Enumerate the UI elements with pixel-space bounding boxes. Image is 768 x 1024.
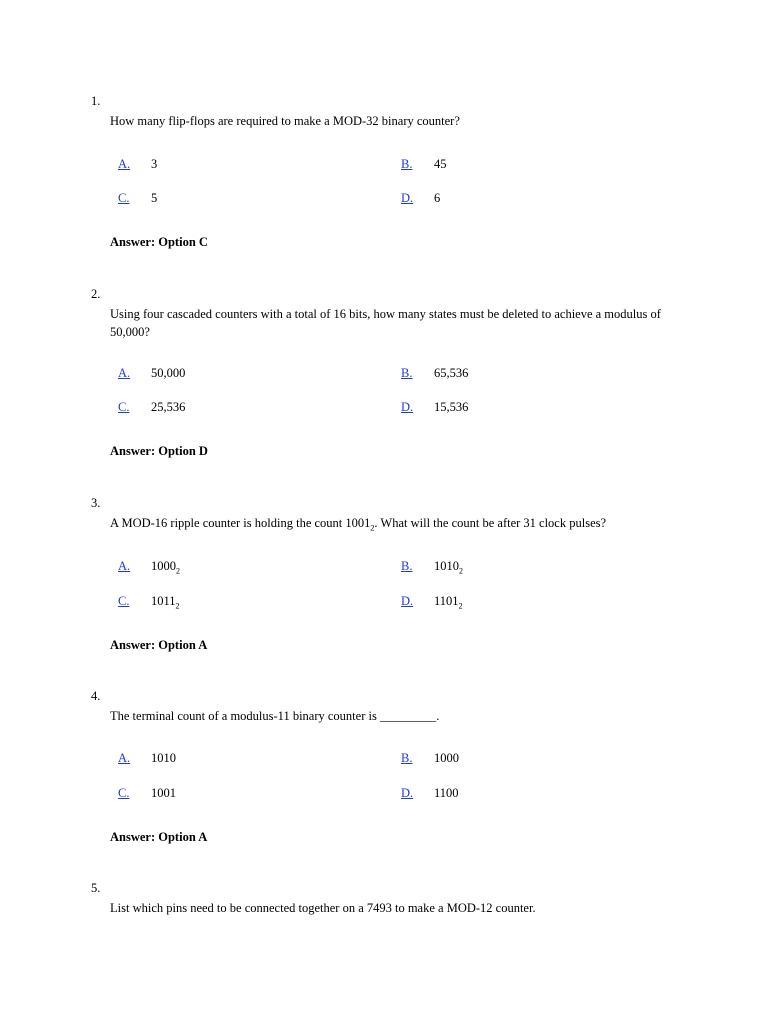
answer-label: Answer: Option A: [110, 638, 208, 652]
option-a-link[interactable]: A.: [118, 751, 131, 765]
option-b-value: 1000: [434, 751, 459, 765]
answer-label: Answer: Option D: [110, 444, 208, 458]
subscript: 2: [370, 523, 375, 533]
option-c-link[interactable]: C.: [118, 594, 130, 608]
option-value-text: 1011: [151, 594, 176, 608]
option-d-link[interactable]: D.: [401, 594, 414, 608]
option-b-link[interactable]: B.: [401, 366, 413, 380]
question-number: 1.: [91, 94, 101, 108]
option-d-link[interactable]: D.: [401, 786, 414, 800]
option-b-value: 65,536: [434, 366, 469, 380]
subscript: 2: [175, 601, 180, 611]
question-number: 5.: [91, 881, 101, 895]
option-a-link[interactable]: A.: [118, 157, 131, 171]
question-number: 4.: [91, 689, 101, 703]
answer-label: Answer: Option C: [110, 235, 208, 249]
option-b-value: 45: [434, 157, 447, 171]
subscript: 2: [459, 566, 463, 576]
answer-label: Answer: Option A: [110, 830, 208, 844]
option-c-value: 1001: [151, 786, 176, 800]
option-a-value: [151, 559, 180, 576]
option-value-text: 1101: [434, 594, 459, 608]
option-b-link[interactable]: B.: [401, 751, 413, 765]
option-d-value: 1100: [434, 786, 459, 800]
option-d-link[interactable]: D.: [401, 191, 414, 205]
subscript: 2: [458, 601, 463, 611]
option-b-link[interactable]: B.: [401, 157, 413, 171]
question-text-part: A MOD-16 ripple counter is holding the count 1001: [110, 516, 371, 530]
option-value-text: 1010: [434, 559, 459, 573]
option-a-link[interactable]: A.: [118, 559, 131, 573]
question-text: How many flip-flops are required to make a MOD-32 binary counter?: [110, 114, 460, 128]
question-text: Using four cascaded counters with a total of 16 bits, how many states must be deleted to achieve a modulus of 50,000?: [110, 307, 661, 339]
question-text: [110, 514, 670, 538]
option-c-link[interactable]: C.: [118, 400, 130, 414]
option-d-value: 15,536: [434, 400, 469, 414]
option-b-value: [434, 559, 463, 576]
option-c-link[interactable]: C.: [118, 786, 130, 800]
option-d-link[interactable]: D.: [401, 400, 414, 414]
option-a-value: 50,000: [151, 366, 186, 380]
option-value-text: 1000: [151, 559, 176, 573]
question-number: 2.: [91, 287, 101, 301]
question-text-part: . What will the count be after 31 clock pulses?: [374, 516, 607, 530]
option-c-value: 25,536: [151, 400, 186, 414]
option-d-value: [434, 594, 463, 611]
option-d-value: 6: [434, 191, 441, 205]
question-text: The terminal count of a modulus-11 binary counter is _________.: [110, 709, 440, 723]
option-a-link[interactable]: A.: [118, 366, 131, 380]
subscript: 2: [176, 566, 180, 576]
question-number: 3.: [91, 496, 101, 510]
option-c-value: [151, 594, 180, 611]
option-c-value: 5: [151, 191, 158, 205]
option-a-value: 1010: [151, 751, 176, 765]
option-b-link[interactable]: B.: [401, 559, 413, 573]
question-text: List which pins need to be connected together on a 7493 to make a MOD-12 counter.: [110, 901, 536, 915]
option-a-value: 3: [151, 157, 158, 171]
option-c-link[interactable]: C.: [118, 191, 130, 205]
